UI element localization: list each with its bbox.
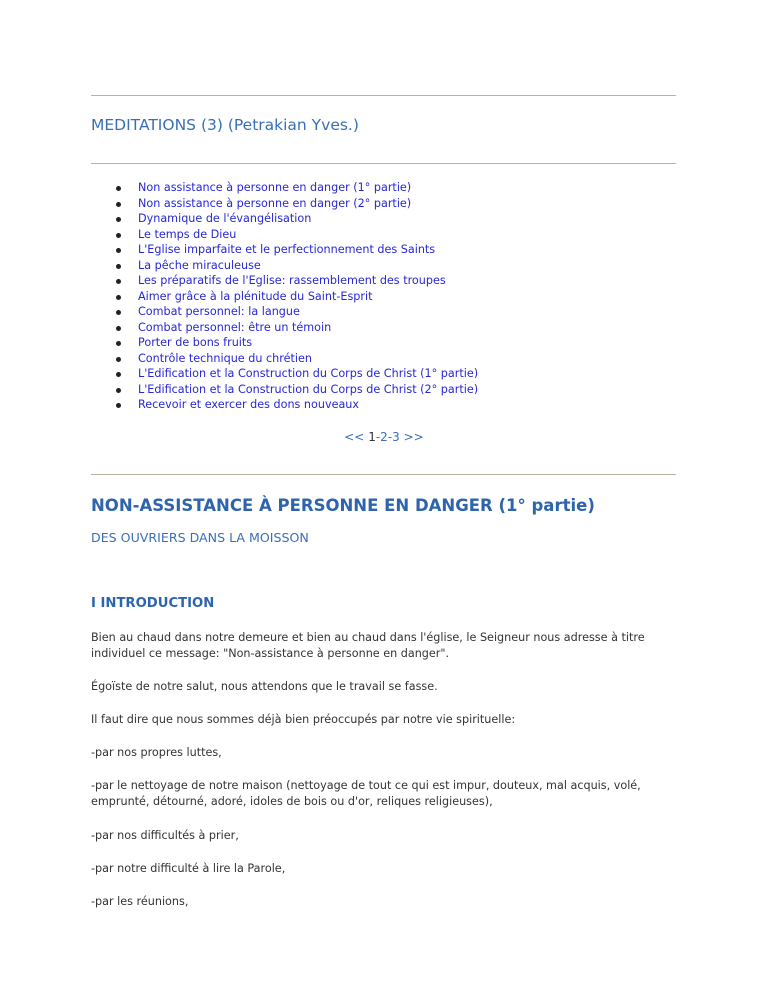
toc-item — [91, 351, 676, 367]
bullet-icon — [116, 326, 121, 331]
toc-item — [91, 289, 676, 305]
toc-item — [91, 366, 676, 382]
toc-item — [91, 180, 676, 196]
toc-item — [91, 258, 676, 274]
toc-item — [91, 242, 676, 258]
toc-link[interactable]: Le temps de Dieu — [138, 227, 237, 241]
toc-item — [91, 211, 676, 227]
paragraph: -par nos propres luttes, — [91, 746, 222, 759]
toc-item — [91, 320, 676, 336]
toc-list — [91, 180, 676, 413]
toc-link[interactable]: Aimer grâce à la plénitude du Saint-Esprit — [138, 289, 373, 303]
toc-item — [91, 397, 676, 413]
toc-link[interactable]: Les préparatifs de l'Eglise: rassemblement des troupes — [138, 274, 446, 287]
toc-link[interactable]: L'Eglise imparfaite et le perfectionnement des Saints — [138, 243, 436, 256]
toc-link[interactable]: Non assistance à personne en danger (1° partie) — [138, 181, 412, 194]
pagination-page-2[interactable]: 2 — [380, 430, 388, 444]
paragraph: Bien au chaud dans notre demeure et bien au chaud dans l'église, le Seigneur nous adresse à titre individuel ce message: "Non-assistance à personne en danger". — [91, 631, 645, 660]
pagination-prev[interactable]: << — [344, 430, 365, 444]
bullet-icon — [116, 248, 121, 253]
paragraph: -par le nettoyage de notre maison (nettoyage de tout ce qui est impur, douteux, mal acquis, volé, emprunté, détourné, adoré, idoles de bois ou d'or, reliques religieuses), — [91, 779, 641, 808]
toc-item — [91, 335, 676, 351]
toc-item — [91, 382, 676, 398]
toc-link[interactable]: Recevoir et exercer des dons nouveaux — [138, 398, 360, 411]
paragraph: -par les réunions, — [91, 895, 189, 908]
bullet-icon — [116, 186, 121, 191]
article-title: NON-ASSISTANCE À PERSONNE EN DANGER (1° partie) — [91, 496, 595, 515]
toc-link[interactable]: Non assistance à personne en danger (2° partie) — [138, 196, 412, 210]
bullet-icon — [116, 341, 121, 346]
article-divider — [91, 474, 676, 475]
pagination-separator: - — [375, 430, 381, 444]
paragraph: -par notre difficulté à lire la Parole, — [91, 862, 286, 875]
pagination — [0, 430, 768, 444]
toc-link[interactable]: L'Edification et la Construction du Corps de Christ (1° partie) — [138, 367, 479, 380]
toc-link[interactable]: Contrôle technique du chrétien — [138, 351, 312, 365]
bullet-icon — [116, 202, 121, 207]
pagination-next[interactable]: >> — [403, 430, 424, 444]
toc-link[interactable]: Combat personnel: être un témoin — [138, 320, 332, 334]
paragraph: -par nos difficultés à prier, — [91, 829, 239, 842]
bullet-icon — [116, 403, 121, 408]
bullet-icon — [116, 388, 121, 393]
toc-link[interactable]: Combat personnel: la langue — [138, 305, 300, 318]
article-subtitle: DES OUVRIERS DANS LA MOISSON — [91, 530, 309, 545]
bullet-icon — [116, 264, 121, 269]
paragraph: Égoïste de notre salut, nous attendons que le travail se fasse. — [91, 680, 438, 693]
top-divider — [91, 95, 676, 96]
bullet-icon — [116, 233, 121, 238]
toc-item — [91, 273, 676, 289]
bullet-icon — [116, 357, 121, 362]
toc-item — [91, 304, 676, 320]
bullet-icon — [116, 279, 121, 284]
bullet-icon — [116, 372, 121, 377]
toc-link[interactable]: L'Edification et la Construction du Corps de Christ (2° partie) — [138, 382, 479, 396]
bullet-icon — [116, 295, 121, 300]
toc-link[interactable]: Porter de bons fruits — [138, 336, 253, 349]
toc-item — [91, 196, 676, 212]
pagination-current: 1 — [368, 430, 376, 444]
paragraph: Il faut dire que nous sommes déjà bien préoccupés par notre vie spirituelle: — [91, 713, 516, 726]
toc-item — [91, 227, 676, 243]
pagination-page-3[interactable]: 3 — [392, 430, 400, 444]
section-title: MEDITATIONS (3) (Petrakian Yves.) — [91, 116, 359, 134]
intro-heading: I INTRODUCTION — [91, 596, 215, 611]
toc-divider — [91, 163, 676, 164]
toc-link[interactable]: La pêche miraculeuse — [138, 258, 261, 272]
bullet-icon — [116, 310, 121, 315]
bullet-icon — [116, 217, 121, 222]
pagination-separator: - — [387, 430, 393, 444]
toc-link[interactable]: Dynamique de l'évangélisation — [138, 212, 312, 225]
